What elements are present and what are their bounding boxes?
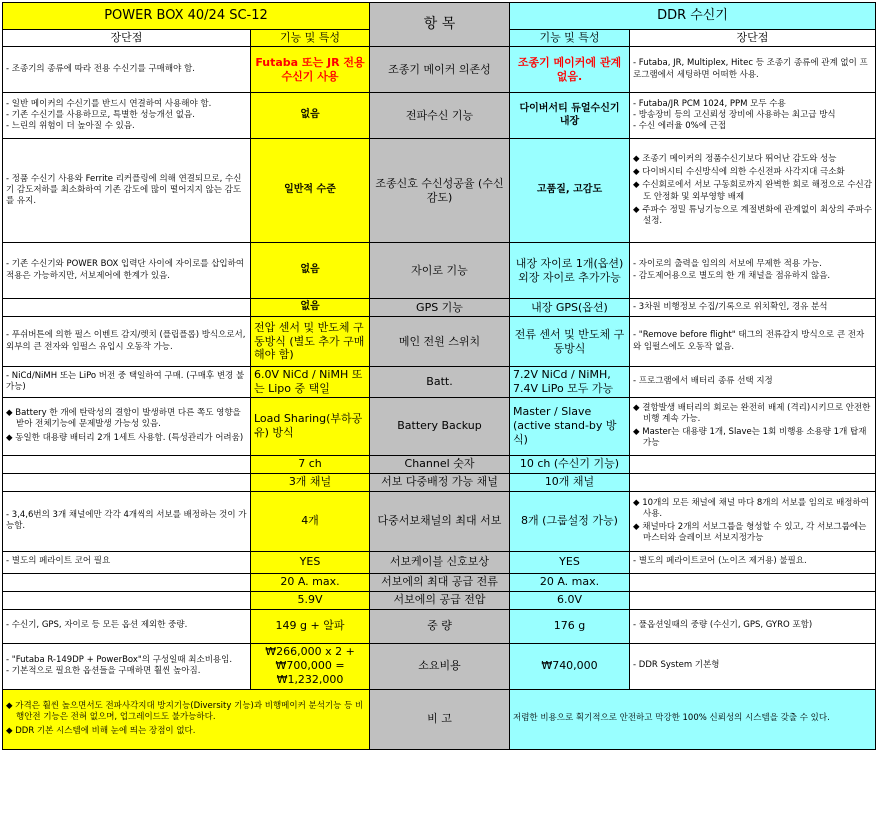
note-item: ◆ 채널마다 2개의 서보그룹을 형성할 수 있고, 각 서보그룹에는 마스터와 슬레이브 서보지정가능 [633,522,872,544]
note-item: - 감도제어용으로 별도의 한 개 채널을 점유하지 않음. [633,271,872,282]
table-row [3,243,876,299]
right-notes [630,573,876,591]
right-notes [630,47,876,93]
left-feature: 7 ch [251,455,370,473]
left-feature: 149 g + 알파 [251,609,370,643]
table-row [3,643,876,689]
note-item: ◆ Battery 한 개에 탄락성의 결함이 발생하면 다른 쪽도 영향을 받아 전체기능에 문제발생 가능성 있음. [6,408,247,430]
item-label: 중 량 [370,609,510,643]
note-item: - 수신 에러율 0%에 근접 [633,121,872,132]
note-item: - 3,4,6번의 3개 채널에만 각각 4개씩의 서보를 배정하는 것이 가능함. [6,510,247,532]
note-item: - Futaba/JR PCM 1024, PPM 모두 수용 [633,99,872,110]
note-item: - NiCd/NiMH 또는 LiPo 버전 중 택일하여 구매. (구매후 변경 불가능) [6,371,247,393]
right-notes [630,299,876,317]
table-row [3,573,876,591]
left-feature: 없음 [251,93,370,139]
left-notes [3,643,251,689]
left-notes [3,47,251,93]
remarks-right: 저렴한 비용으로 획기적으로 안전하고 막강한 100% 신뢰성의 시스템을 갖출 수 있다. [510,689,876,749]
left-feature: Futaba 또는 JR 전용 수신기 사용 [251,47,370,93]
note-item: ◆ 10개의 모든 채널에 채널 마다 8개의 서보를 임의로 배정하여 사용. [633,498,872,520]
left-notes [3,591,251,609]
left-notes [3,397,251,455]
note-item: - DDR System 기본형 [633,660,872,671]
table-row [3,397,876,455]
right-notes [630,591,876,609]
remarks-row [3,689,876,749]
left-feature: 없음 [251,243,370,299]
right-notes [630,317,876,367]
right-notes [630,609,876,643]
left-feature: 일반적 수준 [251,139,370,243]
right-feature: 6.0V [510,591,630,609]
note-item: - 별도의 페라이트코어 (노이즈 제거용) 불필요. [633,556,872,567]
note-item: ◆ 주파수 정밀 튜닝기능으로 계절변화에 관계없이 최상의 주파수설정. [633,205,872,227]
item-label: 서보에의 최대 공급 전류 [370,573,510,591]
note-item: - 일반 메이커의 수신기를 반드시 연결하여 사용해야 함. [6,99,247,110]
item-column-title: 항 목 [370,3,510,47]
right-notes [630,397,876,455]
right-notes [630,491,876,551]
left-feature: 6.0V NiCd / NiMH 또는 Lipo 중 택일 [251,367,370,398]
left-notes [3,551,251,573]
note-item: ◆ Master는 대용량 1개, Slave는 1회 비행용 소용량 1개 탑재가능 [633,427,872,449]
note-item: - 풀옵션일때의 중량 (수신기, GPS, GYRO 포함) [633,620,872,631]
item-label: Batt. [370,367,510,398]
left-notes [3,473,251,491]
item-label: Battery Backup [370,397,510,455]
left-feature: ₩266,000 x 2 + ₩700,000 = ₩1,232,000 [251,643,370,689]
right-feature: 전류 센서 및 반도체 구동방식 [510,317,630,367]
right-notes [630,367,876,398]
left-feature: 없음 [251,299,370,317]
right-feature: Master / Slave (active stand-by 방식) [510,397,630,455]
right-feature: 다이버서티 듀얼수신기 내장 [510,93,630,139]
note-item: ◆ 수신회로에서 서보 구동회로까지 완벽한 회로 해정으로 수신감도 안정화 및 외부영향 배제 [633,180,872,202]
note-item: ◆ 동일한 대용량 배터리 2개 1세트 사용함. (특성관리가 어려움) [6,433,247,444]
right-notes [630,643,876,689]
table-row [3,551,876,573]
left-notes [3,93,251,139]
right-notes [630,455,876,473]
table-row [3,591,876,609]
right-notes [630,243,876,299]
item-label: 메인 전원 스위치 [370,317,510,367]
table-row [3,455,876,473]
left-feature: 20 A. max. [251,573,370,591]
note-item: - 기존 수신기와 POWER BOX 입력단 사이에 자이로를 삽입하여 적용은 가능하지만, 서보제어에 한계가 있음. [6,259,247,281]
right-feature: 조종기 메이커에 관계 없음. [510,47,630,93]
right-notes [630,139,876,243]
left-feature: YES [251,551,370,573]
right-pros-header: 장단점 [630,30,876,47]
item-label: 소요비용 [370,643,510,689]
left-notes [3,243,251,299]
note-item: - 별도의 페라이트 코어 필요 [6,556,247,567]
note-item: - "Remove before flight" 태그의 전류감지 방식으로 큰 전자와 임펄스에도 오동작 없음. [633,330,872,352]
comparison-table [2,2,876,750]
note-item: ◆ 가격은 훨씬 높으면서도 전파사각지대 방지기능(Diversity 기능)과 비행메이커 분석기능 등 비행안전 기능은 전혀 없으며, 업그레이드도 불가능하다. [6,701,366,723]
remarks-label: 비 고 [370,689,510,749]
left-feature: 5.9V [251,591,370,609]
left-notes [3,299,251,317]
left-notes [3,573,251,591]
note-item: ◆ 조종기 메이커의 정품수신기보다 뛰어난 감도와 성능 [633,154,872,165]
right-feature: ₩740,000 [510,643,630,689]
right-feature: 내장 GPS(옵션) [510,299,630,317]
table-row [3,299,876,317]
note-item: - 프로그램에서 배터리 종류 선택 지정 [633,376,872,387]
left-notes [3,455,251,473]
right-feature: 10 ch (수신기 기능) [510,455,630,473]
right-title: DDR 수신기 [510,3,876,30]
note-item: - "Futaba R-149DP + PowerBox"의 구성일때 최소비용임. [6,655,247,666]
item-label: 조종기 메이커 의존성 [370,47,510,93]
note-item: - 수신기, GPS, 자이로 등 모든 옵션 제외한 중량. [6,620,247,631]
note-item: - 기존 수신기를 사용하므로, 특별한 성능개선 없음. [6,110,247,121]
note-item: ◆ DDR 기본 시스템에 비해 눈에 띄는 장점이 없다. [6,726,366,737]
item-label: 다중서보채널의 최대 서보 [370,491,510,551]
note-item: - 푸쉬버튼에 의한 펄스 이벤트 감지/렛치 (플립플롭) 방식으로서, 외부의 큰 전자와 임펄스 유입시 오동작 가능. [6,330,247,352]
left-feature: Load Sharing(부하공유) 방식 [251,397,370,455]
right-feature: YES [510,551,630,573]
item-label: Channel 숫자 [370,455,510,473]
left-notes [3,367,251,398]
note-item: - 자이로의 출력을 임의의 서보에 무제한 적용 가능. [633,259,872,270]
left-pros-header: 장단점 [3,30,251,47]
right-feature: 10개 채널 [510,473,630,491]
note-item: ◆ 결함발생 배터리의 회로는 완전히 배제 (격리)시키므로 안전한 비행 계속 가능. [633,403,872,425]
item-label: 조종신호 수신성공율 (수신 감도) [370,139,510,243]
left-notes [3,139,251,243]
left-features-header: 기능 및 특성 [251,30,370,47]
item-label: 서보 다중배정 가능 채널 [370,473,510,491]
table-row [3,609,876,643]
right-feature: 7.2V NiCd / NiMH, 7.4V LiPo 모두 가능 [510,367,630,398]
remarks-left [3,689,370,749]
item-label: 전파수신 기능 [370,93,510,139]
left-feature: 전압 센서 및 반도체 구동방식 (별도 추가 구매해야 함) [251,317,370,367]
right-features-header: 기능 및 특성 [510,30,630,47]
header-row [3,3,876,30]
note-item: - 방송장비 등의 고신뢰성 장비에 사용하는 최고급 방식 [633,110,872,121]
note-item: - 3차원 비행정보 수집/기록으로 위치확인, 경유 분석 [633,302,872,313]
table-row [3,473,876,491]
left-notes [3,491,251,551]
right-notes [630,551,876,573]
table-row [3,47,876,93]
left-feature: 3개 채널 [251,473,370,491]
right-feature: 고품질, 고감도 [510,139,630,243]
left-title: POWER BOX 40/24 SC-12 [3,3,370,30]
item-label: 자이로 기능 [370,243,510,299]
left-notes [3,609,251,643]
right-feature: 20 A. max. [510,573,630,591]
note-item: - 정품 수신기 사용와 Ferrite 리커플링에 의해 연결되므로, 수신기 감도저하를 최소화하여 기존 감도에 많이 떨어지지 않는 감도를 유지. [6,174,247,207]
right-notes [630,93,876,139]
right-feature: 176 g [510,609,630,643]
table-row [3,139,876,243]
left-feature: 4개 [251,491,370,551]
note-item: - 느린의 위험이 더 높아질 수 있음. [6,121,247,132]
note-item: ◆ 다이버시티 수신방식에 의한 수신전파 사각지대 극소화 [633,167,872,178]
table-row [3,93,876,139]
table-row [3,317,876,367]
note-item: - Futaba, JR, Multiplex, Hitec 등 조종기 종류에 관계 없이 프로그램에서 세팅하면 어떠한 사용. [633,58,872,80]
table-row [3,367,876,398]
item-label: 서보에의 공급 전압 [370,591,510,609]
right-feature: 내장 자이로 1개(옵션) 외장 자이로 추가가능 [510,243,630,299]
item-label: 서보케이블 신호보상 [370,551,510,573]
left-notes [3,317,251,367]
right-notes [630,473,876,491]
note-item: - 기본적으로 필요한 옵션들을 구매하면 훨씬 높아짐. [6,666,247,677]
table-row [3,491,876,551]
item-label: GPS 기능 [370,299,510,317]
note-item: - 조종기의 종류에 따라 전용 수신기를 구매해야 함. [6,64,247,75]
right-feature: 8개 (그룹설정 가능) [510,491,630,551]
